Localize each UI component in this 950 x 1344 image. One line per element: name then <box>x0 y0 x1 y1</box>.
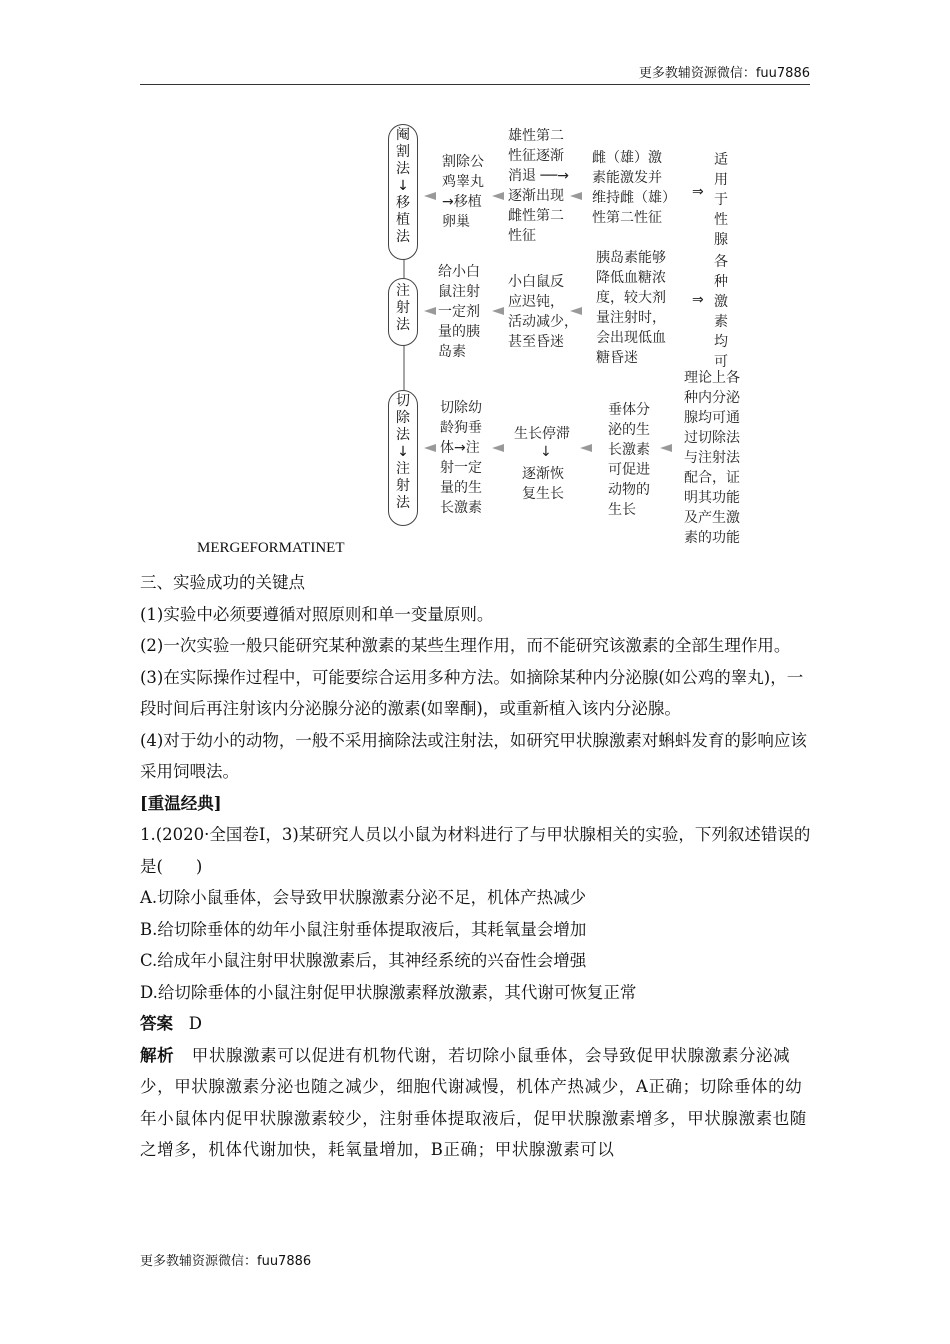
arrow-icon <box>492 444 504 452</box>
question-stem: 1.(2020·全国卷Ⅰ，3)某研究人员以小鼠为材料进行了与甲状腺相关的实验，下列叙述错误的是( ) <box>140 825 811 876</box>
row1-step2: 雄性第二 性征逐渐 消退 ──→ 逐渐出现 雌性第二 性征 <box>508 128 570 244</box>
key-point-3: (3)在实际操作过程中，可能要综合运用多种方法。如摘除某种内分泌腺(如公鸡的睾丸)，一段时间后再注射该内分泌腺分泌的激素(如睾酮)，或重新植入该内分泌腺。 <box>140 667 804 718</box>
answer-value: D <box>188 1014 202 1033</box>
method-injection: 注 射 法 <box>388 278 418 346</box>
main-content <box>140 567 812 1166</box>
option-c: C.给成年小鼠注射甲状腺激素后，其神经系统的兴奋性会增强 <box>140 951 587 970</box>
row3-down-arrow: ↓ <box>540 444 552 460</box>
page-footer <box>140 1250 311 1269</box>
row1-step3: 雌（雄）激 素能激发并 维持雌（雄） 性第二性征 <box>592 150 676 226</box>
section-title: 三、实验成功的关键点 <box>140 573 305 592</box>
row3-step2b: 逐渐恢 复生长 <box>522 466 564 502</box>
merge-format-label: MERGEFORMATINET <box>197 540 345 556</box>
arrow-icon <box>492 192 504 200</box>
arrow-icon <box>424 192 436 200</box>
header-text: 更多教辅资源微信：fuu7886 <box>638 66 810 81</box>
experiment-methods-diagram <box>380 118 760 558</box>
analysis-text: 甲状腺激素可以促进有机物代谢，若切除小鼠垂体，会导致促甲状腺激素分泌减少，甲状腺激素分泌也随之减少，细胞代谢减慢，机体产热减少，A正确；切除垂体的幼年小鼠体内促甲状腺激素较少，注射垂体提取液后，促甲状腺激素增多，甲状腺激素也随之增多，机体代谢加快，耗氧量增加，B正确；甲状腺激素可以 <box>140 1045 807 1159</box>
footer-text: 更多教辅资源微信：fuu7886 <box>140 1254 312 1269</box>
option-b: B.给切除垂体的幼年小鼠注射垂体提取液后，其耗氧量会增加 <box>140 919 587 939</box>
row3-step2a: 生长停滞 <box>514 426 570 442</box>
row1-implies-arrow: ⇒ <box>692 184 704 200</box>
row2-implies-arrow: ⇒ <box>692 292 704 308</box>
row3-conclusion: 理论上各 种内分泌 腺均可通 过切除法 与注射法 配合，证 明其功能 及产生激 素的功能 <box>684 370 740 546</box>
review-title: [重温经典] <box>140 793 222 813</box>
analysis-label: 解析 <box>140 1045 175 1065</box>
answer-line <box>140 1008 812 1040</box>
arrow-icon <box>660 444 672 452</box>
method-removal-injection: 切 除 法 ↓ 注 射 法 <box>388 390 418 526</box>
page-header <box>140 62 810 85</box>
arrow-icon <box>424 444 436 452</box>
row1-step1: 割除公 鸡睾丸 →移植 卵巢 <box>442 154 484 230</box>
key-point-1: (1)实验中必须要遵循对照原则和单一变量原则。 <box>140 604 494 624</box>
arrow-icon <box>424 307 436 315</box>
method-castration-transplant: 阉 割 法 ↓ 移 植 法 <box>388 124 418 260</box>
arrow-icon <box>570 192 582 200</box>
row2-conclusion: 各 种 激 素 均 可 <box>714 254 728 370</box>
option-d: D.给切除垂体的小鼠注射促甲状腺激素释放激素，其代谢可恢复正常 <box>140 982 637 1002</box>
arrow-icon <box>492 307 504 315</box>
row3-step3: 垂体分 泌的生 长激素 可促进 动物的 生长 <box>608 402 650 518</box>
row1-conclusion: 适 用 于 性 腺 <box>714 152 728 248</box>
row2-step2: 小白鼠反 应迟钝， 活动减少， 甚至昏迷 <box>508 274 578 350</box>
row2-step1: 给小白 鼠注射 一定剂 量的胰 岛素 <box>438 264 480 360</box>
key-point-2: (2)一次实验一般只能研究某种激素的某些生理作用，而不能研究该激素的全部生理作用。 <box>140 636 791 655</box>
row2-step3: 胰岛素能够 降低血糖浓 度，较大剂 量注射时， 会出现低血 糖昏迷 <box>596 250 666 366</box>
row3-step1: 切除幼 龄狗垂 体→注 射一定 量的生 长激素 <box>440 400 482 516</box>
answer-label: 答案 <box>140 1014 173 1033</box>
arrow-icon <box>580 444 592 452</box>
key-point-4: (4)对于幼小的动物，一般不采用摘除法或注射法，如研究甲状腺激素对蝌蚪发育的影响应该采用饲喂法。 <box>140 730 807 781</box>
analysis-paragraph <box>140 1040 812 1166</box>
option-a: A.切除小鼠垂体，会导致甲状腺激素分泌不足，机体产热减少 <box>140 888 587 907</box>
